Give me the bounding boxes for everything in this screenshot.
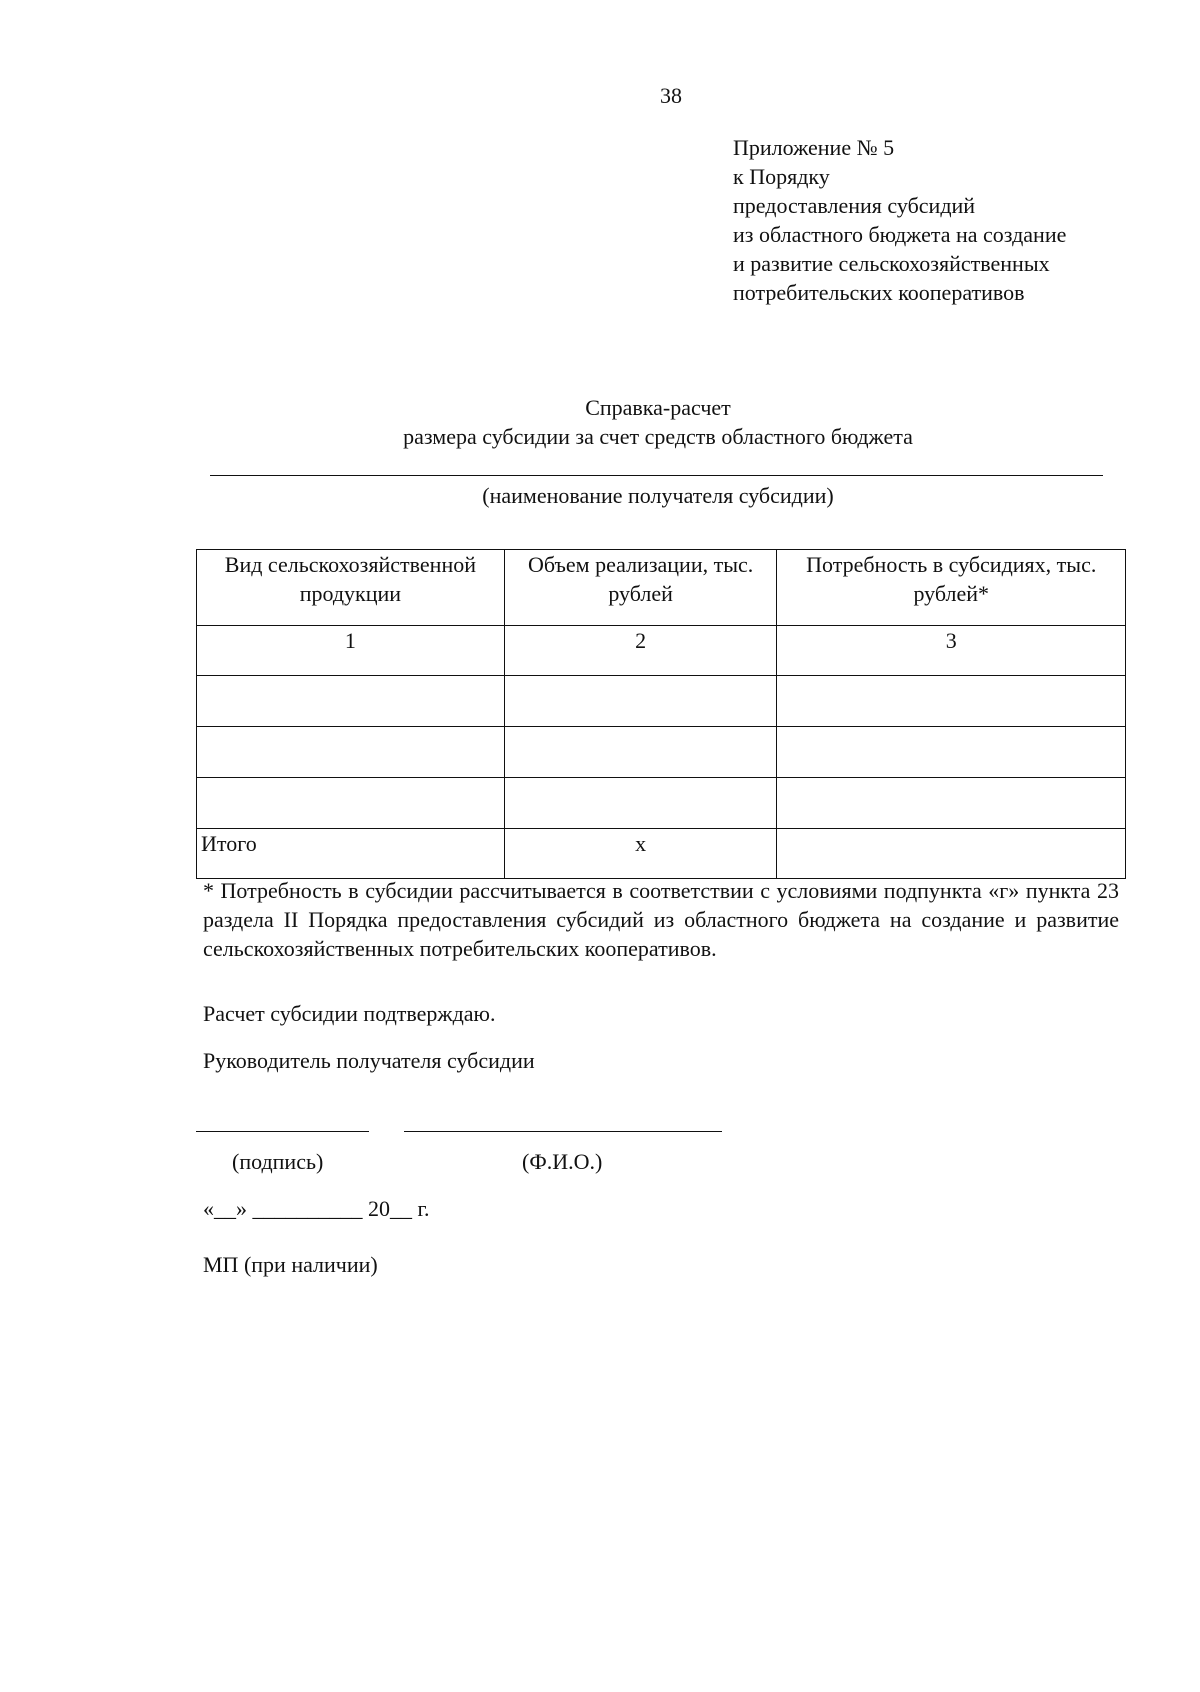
header-cell-product: Вид сельскохозяйственной продукции <box>197 550 505 626</box>
signature-line <box>196 1131 369 1132</box>
column-number-cell: 1 <box>197 626 505 676</box>
form-title: Справка-расчет <box>585 395 731 420</box>
full-name-caption: (Ф.И.О.) <box>522 1149 603 1174</box>
table-cell <box>504 727 777 778</box>
signature-caption: (подпись) <box>232 1149 324 1174</box>
column-number-cell: 3 <box>777 626 1126 676</box>
date-line: «__» __________ 20__ г. <box>203 1196 430 1221</box>
table-header-row <box>197 550 1126 626</box>
table-cell <box>197 676 505 727</box>
table-cell <box>197 727 505 778</box>
subsidy-table <box>196 549 1126 879</box>
appendix-line: потребительских кооперативов <box>733 280 1025 305</box>
appendix-block <box>733 133 1066 307</box>
recipient-name-line <box>210 475 1103 476</box>
table-cell <box>504 676 777 727</box>
table-cell <box>504 778 777 829</box>
table-column-numbers-row <box>197 626 1126 676</box>
total-label-cell: Итого <box>197 829 505 879</box>
appendix-line: из областного бюджета на создание <box>733 222 1067 247</box>
stamp-label: МП (при наличии) <box>203 1252 378 1277</box>
form-subtitle: размера субсидии за счет средств областного бюджета <box>403 424 913 449</box>
full-name-line <box>404 1131 722 1132</box>
table-cell <box>777 676 1126 727</box>
table-row <box>197 727 1126 778</box>
column-number-cell: 2 <box>504 626 777 676</box>
appendix-line: к Порядку <box>733 164 830 189</box>
table-row <box>197 778 1126 829</box>
confirmation-text: Расчет субсидии подтверждаю. <box>203 1001 496 1026</box>
header-cell-sales-volume: Объем реализации, тыс. рублей <box>504 550 777 626</box>
table-cell <box>777 727 1126 778</box>
total-sales-cell: х <box>504 829 777 879</box>
page-number: 38 <box>660 83 682 108</box>
header-cell-subsidy-need: Потребность в субсидиях, тыс. рублей* <box>777 550 1126 626</box>
total-subsidy-cell <box>777 829 1126 879</box>
form-title-block <box>0 393 1200 451</box>
appendix-line: и развитие сельскохозяйственных <box>733 251 1050 276</box>
recipient-caption: (наименование получателя субсидии) <box>482 483 834 508</box>
table-cell <box>197 778 505 829</box>
footnote: * Потребность в субсидии рассчитывается в соответствии с условиями подпункта «г» пункта 23 раздела II Порядка предоставления субсидий из областного бюджета на создание и развитие сельскохозяйственных потребительских кооперативов. <box>203 878 1119 961</box>
table-row <box>197 676 1126 727</box>
appendix-line: предоставления субсидий <box>733 193 976 218</box>
appendix-line: Приложение № 5 <box>733 135 895 160</box>
table-total-row <box>197 829 1126 879</box>
table-cell <box>777 778 1126 829</box>
head-label: Руководитель получателя субсидии <box>203 1048 535 1073</box>
